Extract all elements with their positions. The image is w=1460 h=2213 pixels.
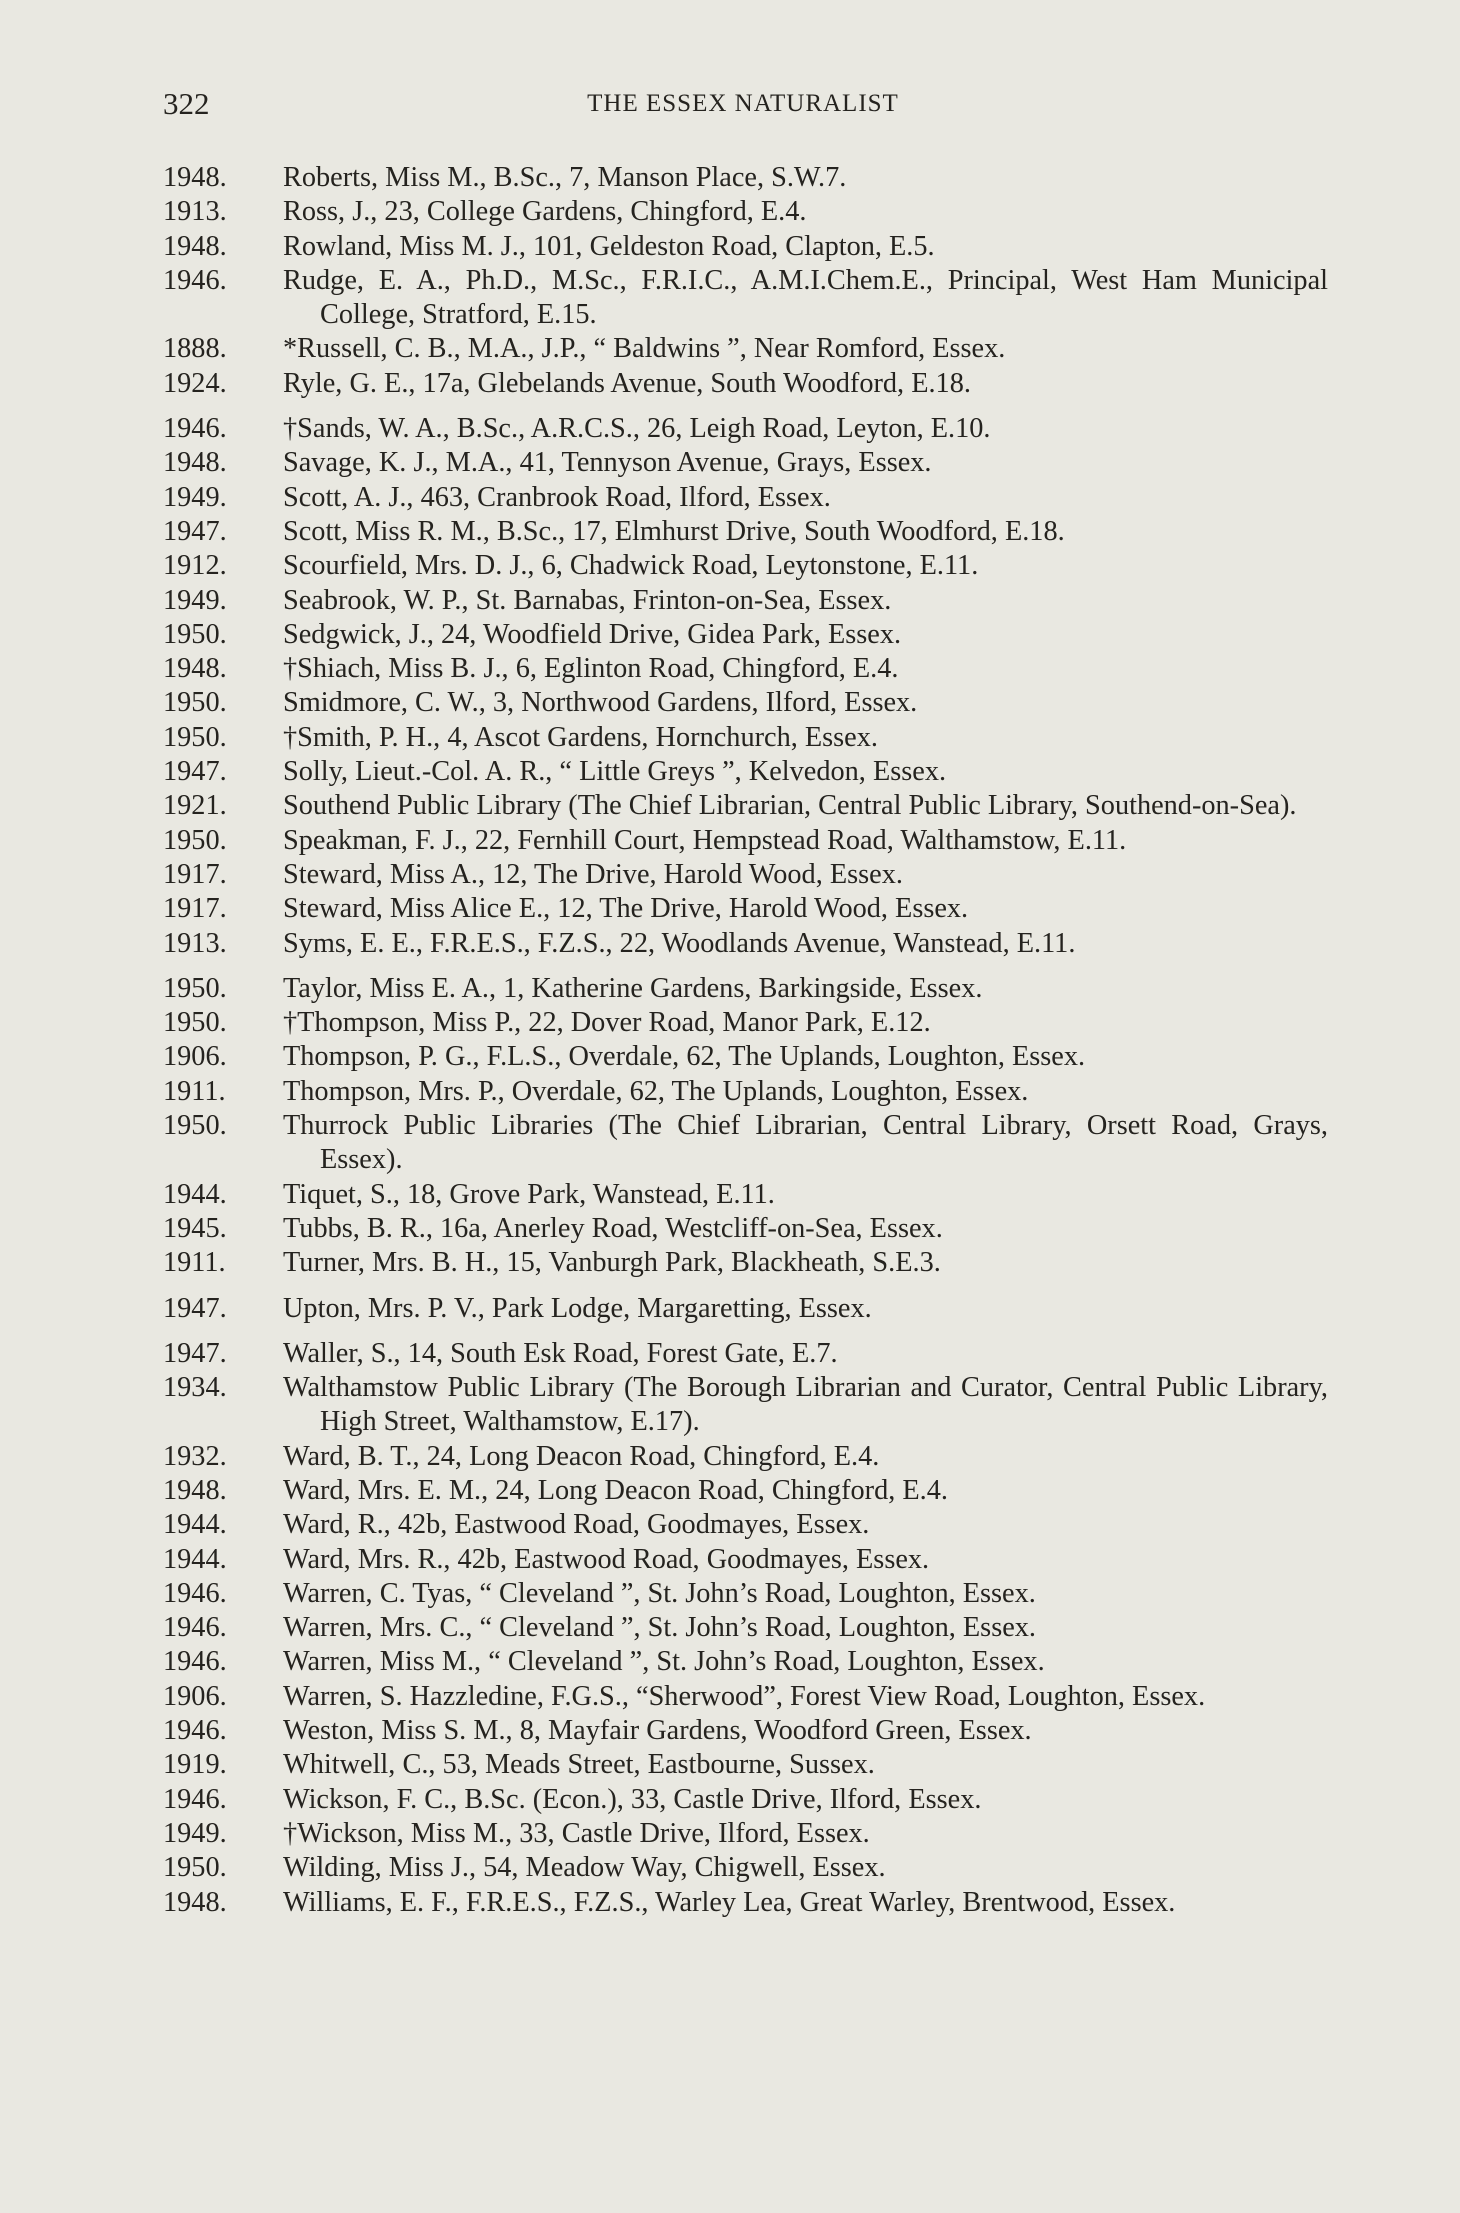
entry-text: Tiquet, S., 18, Grove Park, Wanstead, E.11. (283, 1178, 775, 1210)
entry-year: 1944. (163, 1509, 227, 1541)
entry-year: 1950. (163, 687, 227, 719)
entry-year: 1913. (163, 927, 227, 959)
entry-text: Warren, S. Hazzledine, F.G.S., “Sherwood”, Forest View Road, Loughton, Essex. (283, 1680, 1206, 1712)
entry-year: 1947. (163, 1337, 227, 1369)
list-item (163, 515, 1328, 549)
entry-year: 1906. (163, 1041, 227, 1073)
entry-text: Ross, J., 23, College Gardens, Chingford, E.4. (283, 196, 807, 228)
entry-text: Turner, Mrs. B. H., 15, Vanburgh Park, Blackheath, S.E.3. (283, 1247, 941, 1279)
entry-text: †Smith, P. H., 4, Ascot Gardens, Hornchurch, Essex. (283, 721, 878, 753)
entry-year: 1911. (163, 1247, 226, 1279)
list-item (163, 446, 1328, 480)
entry-text: †Sands, W. A., B.Sc., A.R.C.S., 26, Leigh Road, Leyton, E.10. (283, 413, 991, 445)
entry-text: Walthamstow Public Library (The Borough Librarian and Curator, Central Public Library, High Street, Walthamstow, E.17). (283, 1372, 1328, 1438)
list-item (163, 1075, 1328, 1109)
list-item (163, 972, 1328, 1006)
list-item (163, 1508, 1328, 1542)
entry-year: 1950. (163, 721, 227, 753)
list-item (163, 1886, 1328, 1920)
entry-text: Savage, K. J., M.A., 41, Tennyson Avenue, Grays, Essex. (283, 447, 932, 479)
entry-year: 1946. (163, 413, 227, 445)
entry-year: 1946. (163, 264, 227, 296)
list-item (163, 230, 1328, 264)
list-item (163, 1474, 1328, 1508)
list-item (163, 1212, 1328, 1246)
entry-text: Taylor, Miss E. A., 1, Katherine Gardens, Barkingside, Essex. (283, 972, 983, 1004)
entry-text: Warren, C. Tyas, “ Cleveland ”, St. John’s Road, Loughton, Essex. (283, 1577, 1036, 1609)
page-header (163, 86, 1323, 126)
entry-text: Ryle, G. E., 17a, Glebelands Avenue, South Woodford, E.18. (283, 367, 971, 399)
entry-text: Speakman, F. J., 22, Fernhill Court, Hempstead Road, Walthamstow, E.11. (283, 824, 1127, 856)
entry-text: Seabrook, W. P., St. Barnabas, Frinton-on-Sea, Essex. (283, 584, 892, 616)
list-item (163, 1543, 1328, 1577)
list-item (163, 412, 1328, 446)
entry-text: †Thompson, Miss P., 22, Dover Road, Manor Park, E.12. (283, 1007, 931, 1039)
entry-year: 1946. (163, 1612, 227, 1644)
entry-year: 1921. (163, 790, 227, 822)
list-item (163, 1440, 1328, 1474)
entry-year: 1950. (163, 1852, 227, 1884)
list-item (163, 195, 1328, 229)
entry-year: 1912. (163, 550, 227, 582)
list-item (163, 332, 1328, 366)
entry-year: 1945. (163, 1212, 227, 1244)
entry-year: 1924. (163, 367, 227, 399)
entry-text: Ward, R., 42b, Eastwood Road, Goodmayes, Essex. (283, 1509, 870, 1541)
list-item (163, 549, 1328, 583)
list-item (163, 367, 1328, 401)
entry-text: Steward, Miss A., 12, The Drive, Harold Wood, Essex. (283, 858, 903, 890)
entry-year: 1913. (163, 196, 227, 228)
entry-year: 1949. (163, 1817, 227, 1849)
entry-year: 1917. (163, 858, 227, 890)
entry-text: †Shiach, Miss B. J., 6, Eglinton Road, Chingford, E.4. (283, 653, 899, 685)
entry-year: 1906. (163, 1680, 227, 1712)
entry-text: Upton, Mrs. P. V., Park Lodge, Margaretting, Essex. (283, 1292, 872, 1324)
list-item (163, 1040, 1328, 1074)
list-item (163, 584, 1328, 618)
entry-year: 1949. (163, 584, 227, 616)
entry-text: Ward, Mrs. R., 42b, Eastwood Road, Goodmayes, Essex. (283, 1543, 930, 1575)
entry-year: 1948. (163, 447, 227, 479)
list-item (163, 1748, 1328, 1782)
list-item (163, 1337, 1328, 1371)
entry-year: 1946. (163, 1783, 227, 1815)
page-number: 322 (163, 86, 210, 121)
entry-text: Roberts, Miss M., B.Sc., 7, Manson Place, S.W.7. (283, 162, 847, 193)
list-item (163, 161, 1328, 195)
entry-year: 1911. (163, 1075, 226, 1107)
list-item (163, 1714, 1328, 1748)
entry-year: 1946. (163, 1577, 227, 1609)
list-item (163, 1246, 1328, 1280)
entry-text: Weston, Miss S. M., 8, Mayfair Gardens, Woodford Green, Essex. (283, 1715, 1032, 1747)
entry-year: 1947. (163, 515, 227, 547)
list-item (163, 858, 1328, 892)
list-item (163, 1371, 1328, 1440)
entry-year: 1948. (163, 653, 227, 685)
entry-year: 1944. (163, 1178, 227, 1210)
entry-text: *Russell, C. B., M.A., J.P., “ Baldwins ”, Near Romford, Essex. (283, 333, 1006, 365)
entry-year: 1934. (163, 1372, 227, 1404)
entry-text: Smidmore, C. W., 3, Northwood Gardens, Ilford, Essex. (283, 687, 918, 719)
entry-text: Sedgwick, J., 24, Woodfield Drive, Gidea Park, Essex. (283, 618, 902, 650)
entry-text: Syms, E. E., F.R.E.S., F.Z.S., 22, Woodlands Avenue, Wanstead, E.11. (283, 927, 1076, 959)
entry-year: 1950. (163, 1007, 227, 1039)
list-item (163, 686, 1328, 720)
entry-year: 1947. (163, 756, 227, 788)
entry-year: 1917. (163, 893, 227, 925)
entry-year: 1946. (163, 1646, 227, 1678)
entry-year: 1950. (163, 1110, 227, 1142)
entry-text: Rowland, Miss M. J., 101, Geldeston Road, Clapton, E.5. (283, 230, 935, 262)
entry-year: 1950. (163, 972, 227, 1004)
entry-text: Ward, Mrs. E. M., 24, Long Deacon Road, Chingford, E.4. (283, 1474, 948, 1506)
entry-text: Wickson, F. C., B.Sc. (Econ.), 33, Castle Drive, Ilford, Essex. (283, 1783, 982, 1815)
entry-text: Rudge, E. A., Ph.D., M.Sc., F.R.I.C., A.M.I.Chem.E., Principal, West Ham Municipal College, Stratford, E.15. (283, 264, 1328, 331)
list-item (163, 1109, 1328, 1178)
entry-text: Ward, B. T., 24, Long Deacon Road, Chingford, E.4. (283, 1440, 880, 1472)
list-item (163, 1611, 1328, 1645)
list-item (163, 1645, 1328, 1679)
entry-text: Steward, Miss Alice E., 12, The Drive, Harold Wood, Essex. (283, 893, 969, 925)
entry-text: Scott, Miss R. M., B.Sc., 17, Elmhurst Drive, South Woodford, E.18. (283, 515, 1065, 547)
entry-text: Thurrock Public Libraries (The Chief Librarian, Central Library, Orsett Road, Grays, Essex). (283, 1110, 1328, 1176)
entry-text: Tubbs, B. R., 16a, Anerley Road, Westcliff-on-Sea, Essex. (283, 1212, 943, 1244)
entry-year: 1948. (163, 1474, 227, 1506)
entry-year: 1946. (163, 1715, 227, 1747)
list-item (163, 1783, 1328, 1817)
list-item (163, 1680, 1328, 1714)
list-item (163, 755, 1328, 789)
list-item (163, 1292, 1328, 1326)
list-item (163, 721, 1328, 755)
entry-text: Solly, Lieut.-Col. A. R., “ Little Greys ”, Kelvedon, Essex. (283, 756, 947, 788)
entry-text: Southend Public Library (The Chief Librarian, Central Public Library, Southend-on-Sea). (283, 790, 1297, 822)
entry-text: †Wickson, Miss M., 33, Castle Drive, Ilford, Essex. (283, 1817, 870, 1849)
entry-text: Whitwell, C., 53, Meads Street, Eastbourne, Sussex. (283, 1749, 875, 1781)
entry-text: Warren, Miss M., “ Cleveland ”, St. John’s Road, Loughton, Essex. (283, 1646, 1045, 1678)
list-item (163, 1817, 1328, 1851)
list-item (163, 1577, 1328, 1611)
entry-text: Scott, A. J., 463, Cranbrook Road, Ilford, Essex. (283, 481, 831, 513)
list-item (163, 892, 1328, 926)
entry-text: Williams, E. F., F.R.E.S., F.Z.S., Warley Lea, Great Warley, Brentwood, Essex. (283, 1886, 1176, 1918)
entry-year: 1948. (163, 162, 227, 193)
list-item (163, 481, 1328, 515)
entry-text: Scourfield, Mrs. D. J., 6, Chadwick Road, Leytonstone, E.11. (283, 550, 979, 582)
list-item (163, 927, 1328, 961)
entry-year: 1919. (163, 1749, 227, 1781)
list-item (163, 652, 1328, 686)
entry-year: 1932. (163, 1440, 227, 1472)
list-item (163, 824, 1328, 858)
entry-text: Wilding, Miss J., 54, Meadow Way, Chigwell, Essex. (283, 1852, 886, 1884)
entry-year: 1944. (163, 1543, 227, 1575)
entry-year: 1888. (163, 333, 227, 365)
member-list (163, 161, 1328, 1920)
list-item (163, 789, 1328, 823)
running-title: THE ESSEX NATURALIST (587, 90, 899, 117)
entry-year: 1950. (163, 824, 227, 856)
list-item (163, 264, 1328, 333)
list-item (163, 1006, 1328, 1040)
entry-year: 1947. (163, 1292, 227, 1324)
entry-text: Waller, S., 14, South Esk Road, Forest Gate, E.7. (283, 1337, 838, 1369)
entry-year: 1948. (163, 1886, 227, 1918)
entry-year: 1949. (163, 481, 227, 513)
list-item (163, 1178, 1328, 1212)
entry-text: Thompson, P. G., F.L.S., Overdale, 62, The Uplands, Loughton, Essex. (283, 1041, 1086, 1073)
list-item (163, 1851, 1328, 1885)
list-item (163, 618, 1328, 652)
entry-text: Warren, Mrs. C., “ Cleveland ”, St. John’s Road, Loughton, Essex. (283, 1612, 1036, 1644)
entry-year: 1950. (163, 618, 227, 650)
entry-year: 1948. (163, 230, 227, 262)
entry-text: Thompson, Mrs. P., Overdale, 62, The Uplands, Loughton, Essex. (283, 1075, 1029, 1107)
